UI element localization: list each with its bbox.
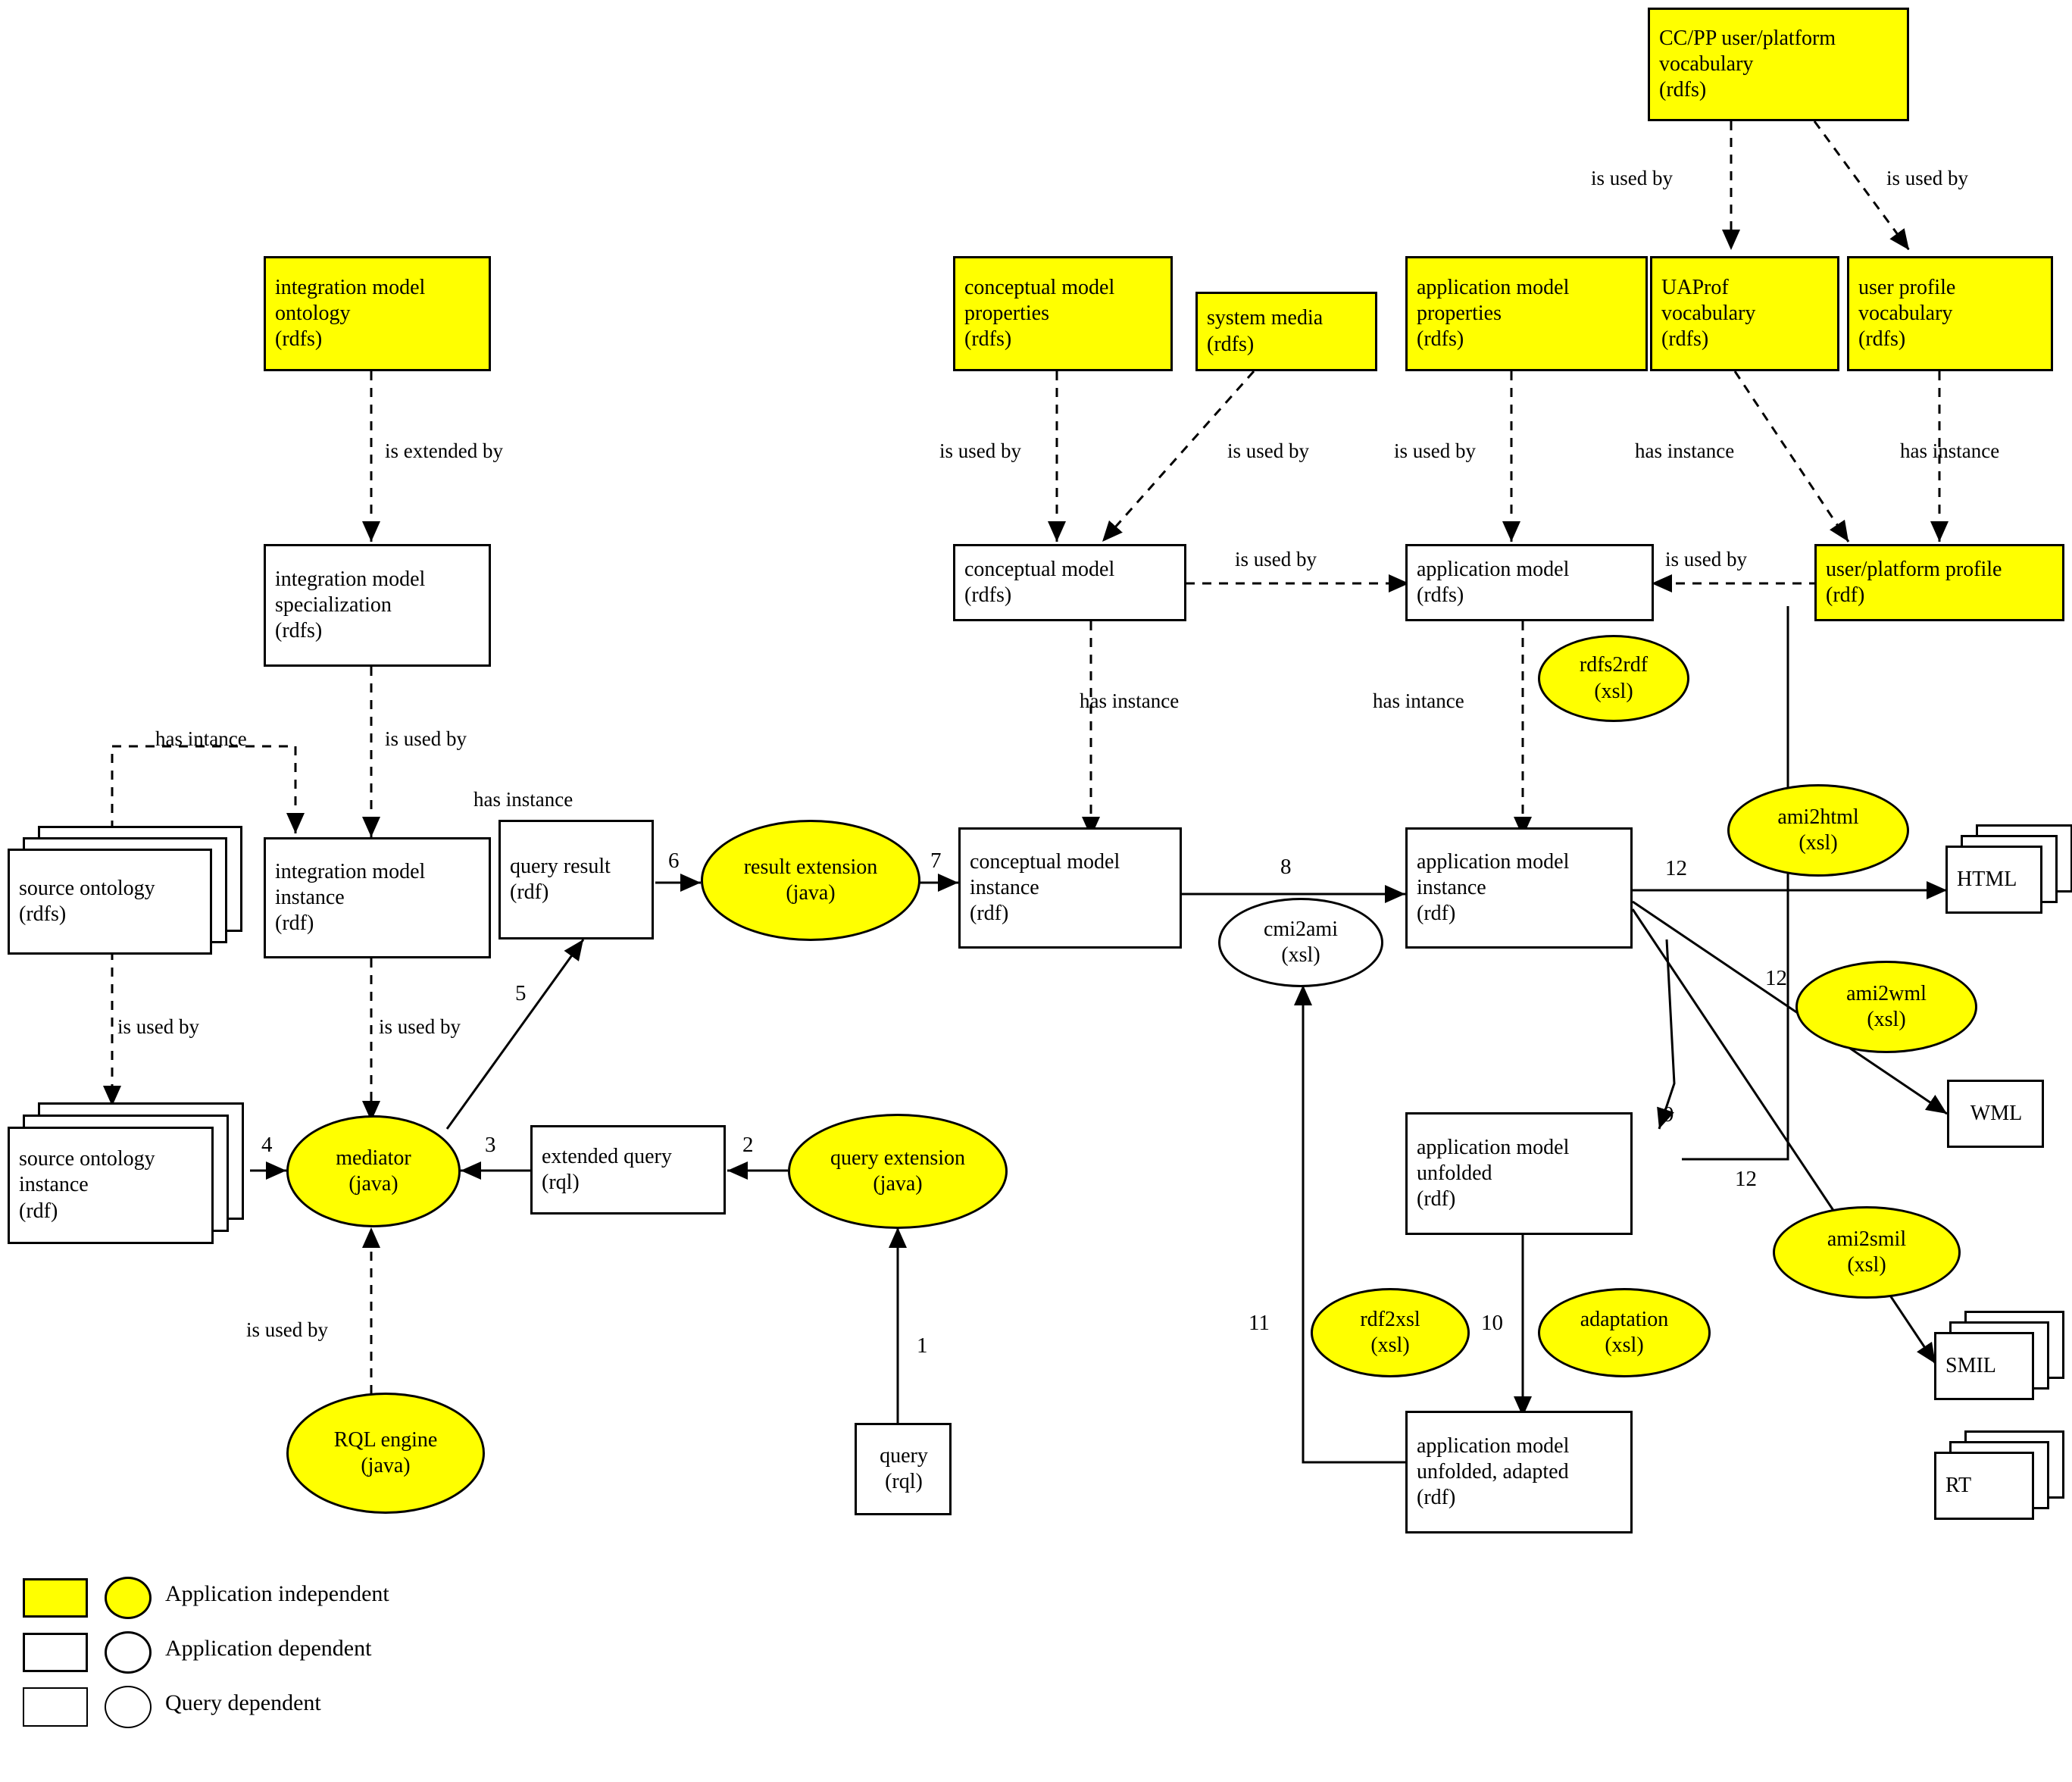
legend-rect-query-dependent xyxy=(23,1687,88,1727)
node-line: application model xyxy=(1417,557,1570,581)
node-application-model-instance xyxy=(1405,827,1633,949)
node-line: (rdfs) xyxy=(1417,583,1464,607)
node-line: (rdf) xyxy=(510,880,549,904)
node-line: (rdf) xyxy=(1417,902,1456,926)
legend-label-query-dependent: Query dependent xyxy=(165,1690,321,1715)
node-line: UAProf xyxy=(1661,275,1729,299)
edge-label-is-used-by-11: is used by xyxy=(246,1318,328,1341)
node-line: specialization xyxy=(275,592,392,617)
node-uaprof-vocabulary xyxy=(1650,256,1839,371)
node-line: (rdfs) xyxy=(275,619,323,643)
node-line: (rdfs) xyxy=(275,327,323,352)
node-line: integration model xyxy=(275,275,426,299)
node-line: (rdfs) xyxy=(1207,332,1255,356)
node-line: RQL engine xyxy=(333,1427,438,1452)
node-line: result extension xyxy=(743,855,878,879)
node-query-extension xyxy=(788,1114,1008,1229)
step-number-12a: 12 xyxy=(1665,856,1687,880)
node-ccpp-vocabulary xyxy=(1648,8,1909,121)
node-line: instance xyxy=(19,1173,89,1197)
node-wml xyxy=(1947,1080,2044,1148)
node-line: application model xyxy=(1417,275,1570,299)
node-line: (rdf) xyxy=(1417,1486,1456,1510)
node-html-stack xyxy=(1945,824,2072,923)
node-ami2html xyxy=(1727,784,1909,877)
node-rdfs2rdf xyxy=(1538,635,1689,722)
edge-label-is-used-by-10: is used by xyxy=(379,1015,461,1038)
node-line: vocabulary xyxy=(1661,301,1756,325)
node-user-profile-vocabulary xyxy=(1847,256,2053,371)
node-line: vocabulary xyxy=(1659,52,1754,76)
step-number-3: 3 xyxy=(485,1133,496,1157)
step-number-10: 10 xyxy=(1481,1311,1503,1335)
node-line: mediator xyxy=(336,1146,411,1170)
step-number-4: 4 xyxy=(261,1133,273,1157)
node-line: ami2wml xyxy=(1846,981,1927,1005)
node-line: (java) xyxy=(348,1172,398,1196)
step-number-8: 8 xyxy=(1280,855,1292,879)
node-line: (rdf) xyxy=(970,902,1009,926)
node-rt-stack xyxy=(1934,1430,2067,1529)
edge-label-is-used-by-1: is used by xyxy=(1591,167,1673,189)
step-number-7: 7 xyxy=(930,849,942,873)
node-line: integration model xyxy=(275,859,426,883)
step-number-12b: 12 xyxy=(1765,966,1787,990)
node-line: cmi2ami xyxy=(1264,917,1338,941)
node-conceptual-model-properties xyxy=(953,256,1173,371)
node-smil-stack xyxy=(1934,1311,2067,1409)
legend-rect-independent xyxy=(23,1578,88,1618)
node-line: application model xyxy=(1417,1433,1570,1458)
node-line: query result xyxy=(510,854,611,878)
node-line: conceptual model xyxy=(964,557,1115,581)
node-line: application model xyxy=(1417,1135,1570,1159)
node-line: (rdf) xyxy=(1417,1187,1456,1211)
legend-row-query-dependent xyxy=(15,1681,545,1736)
edge-label-is-used-by-8: has intance xyxy=(155,727,247,750)
node-mediator xyxy=(286,1115,461,1227)
legend xyxy=(15,1572,545,1736)
node-rdf2xsl xyxy=(1311,1288,1470,1377)
node-line: CC/PP user/platform xyxy=(1659,26,1836,50)
node-ami2smil xyxy=(1773,1206,1961,1299)
node-line: (rdfs) xyxy=(1659,78,1707,102)
node-line: (java) xyxy=(786,881,836,905)
node-adaptation xyxy=(1538,1288,1711,1377)
legend-ellipse-dependent xyxy=(105,1631,152,1674)
node-line: (rdf) xyxy=(1826,583,1865,607)
node-line: (rdfs) xyxy=(1661,327,1709,352)
node-line: source ontology xyxy=(19,1147,155,1171)
edge-label-has-instance-1: has instance xyxy=(1635,439,1735,462)
edge-label-is-used-by-6: is used by xyxy=(1235,548,1317,571)
node-integration-model-ontology xyxy=(264,256,491,371)
node-line: (rdfs) xyxy=(964,583,1012,607)
node-line: vocabulary xyxy=(1858,301,1953,325)
node-line: source ontology xyxy=(19,876,155,900)
node-ami2wml xyxy=(1795,961,1977,1053)
step-number-9: 9 xyxy=(1663,1102,1674,1127)
node-query-result xyxy=(498,820,654,939)
node-line: rdfs2rdf xyxy=(1579,653,1649,677)
node-line: (rdfs) xyxy=(1858,327,1906,352)
legend-ellipse-independent xyxy=(105,1577,152,1619)
node-line: system media xyxy=(1207,306,1324,330)
node-application-model-properties xyxy=(1405,256,1648,371)
node-line: (xsl) xyxy=(1594,679,1633,703)
edge-label-has-instance-4: has intance xyxy=(1373,689,1464,712)
node-line: HTML xyxy=(1957,867,2017,891)
node-line: (rdfs) xyxy=(1417,327,1464,352)
node-line: (java) xyxy=(361,1454,411,1477)
node-line: (xsl) xyxy=(1605,1333,1644,1357)
legend-row-independent xyxy=(15,1572,545,1627)
node-line: rdf2xsl xyxy=(1360,1307,1420,1331)
edge-label-has-instance-3: has instance xyxy=(1080,689,1180,712)
node-line: (xsl) xyxy=(1867,1008,1906,1031)
node-conceptual-model-instance xyxy=(958,827,1182,949)
node-conceptual-model xyxy=(953,544,1186,621)
node-line: extended query xyxy=(542,1144,672,1168)
step-number-12c: 12 xyxy=(1735,1167,1757,1191)
node-line: conceptual model xyxy=(970,849,1120,874)
node-result-extension xyxy=(701,820,920,941)
node-line: properties xyxy=(1417,301,1502,325)
node-cmi2ami xyxy=(1218,898,1383,987)
edge-label-is-used-by-5: is used by xyxy=(1394,439,1476,462)
node-line: (xsl) xyxy=(1370,1333,1410,1357)
node-line: WML xyxy=(1970,1101,2023,1125)
node-line: (xsl) xyxy=(1799,831,1838,855)
node-line: RT xyxy=(1945,1473,1972,1497)
node-line: query xyxy=(880,1443,928,1468)
step-number-1: 1 xyxy=(917,1333,928,1358)
legend-label-independent: Application independent xyxy=(165,1581,389,1606)
edge-label-is-used-by-4: is used by xyxy=(1227,439,1309,462)
node-line: (xsl) xyxy=(1281,943,1320,967)
edge-label-is-used-by-2: is used by xyxy=(1886,167,1968,189)
node-line: query extension xyxy=(830,1146,966,1170)
edge-label-is-used-by-3: is used by xyxy=(939,439,1021,462)
node-line: (rql) xyxy=(542,1171,580,1194)
node-line: (xsl) xyxy=(1847,1253,1886,1277)
edge-label-has-instance-2: has instance xyxy=(1900,439,2000,462)
node-application-model-unfolded xyxy=(1405,1112,1633,1235)
node-line: integration model xyxy=(275,567,426,591)
node-integration-model-instance xyxy=(264,837,491,958)
node-line: unfolded xyxy=(1417,1161,1492,1185)
node-line: user/platform profile xyxy=(1826,557,2002,581)
node-line: properties xyxy=(964,301,1049,325)
node-line: (rdf) xyxy=(275,911,314,936)
node-source-ontology-instance-stack xyxy=(8,1102,258,1246)
node-integration-model-specialization xyxy=(264,544,491,667)
legend-ellipse-query-dependent xyxy=(105,1686,152,1728)
node-line: (rql) xyxy=(885,1470,923,1493)
edge-label-has-intance-1: is used by xyxy=(385,727,467,750)
node-line: instance xyxy=(970,875,1039,899)
edge-label-is-used-by-9: has instance xyxy=(473,788,573,811)
node-application-model xyxy=(1405,544,1654,621)
legend-rect-dependent xyxy=(23,1633,88,1672)
node-extended-query xyxy=(530,1125,726,1215)
node-line: ami2smil xyxy=(1827,1227,1907,1251)
step-number-6: 6 xyxy=(668,849,680,873)
node-line: ami2html xyxy=(1777,805,1859,829)
node-user-platform-profile xyxy=(1814,544,2064,621)
edge-label-is-used-by-7: is used by xyxy=(1665,548,1747,571)
step-number-5: 5 xyxy=(515,981,527,1005)
legend-row-dependent xyxy=(15,1627,545,1681)
node-line: (rdfs) xyxy=(964,327,1012,352)
node-line: (rdf) xyxy=(19,1199,58,1223)
node-application-model-unfolded-adapted xyxy=(1405,1411,1633,1533)
node-line: user profile xyxy=(1858,275,1956,299)
node-line: application model xyxy=(1417,849,1570,874)
node-system-media xyxy=(1195,292,1377,371)
edge-label-is-extended-by: is extended by xyxy=(385,439,503,462)
node-line: instance xyxy=(275,885,345,909)
node-rql-engine xyxy=(286,1393,485,1514)
node-line: adaptation xyxy=(1580,1307,1669,1331)
node-line: (java) xyxy=(873,1172,923,1196)
edge-label-has-intance-2: is used by xyxy=(117,1015,199,1038)
node-line: (rdfs) xyxy=(19,902,67,926)
legend-label-dependent: Application dependent xyxy=(165,1636,372,1661)
node-line: ontology xyxy=(275,301,351,325)
node-line: instance xyxy=(1417,875,1486,899)
step-number-11: 11 xyxy=(1249,1311,1270,1335)
node-line: conceptual model xyxy=(964,275,1115,299)
node-query xyxy=(855,1423,952,1515)
node-line: SMIL xyxy=(1945,1353,1996,1377)
node-line: unfolded, adapted xyxy=(1417,1459,1569,1483)
node-source-ontology-stack xyxy=(8,826,258,955)
step-number-2: 2 xyxy=(742,1133,754,1157)
